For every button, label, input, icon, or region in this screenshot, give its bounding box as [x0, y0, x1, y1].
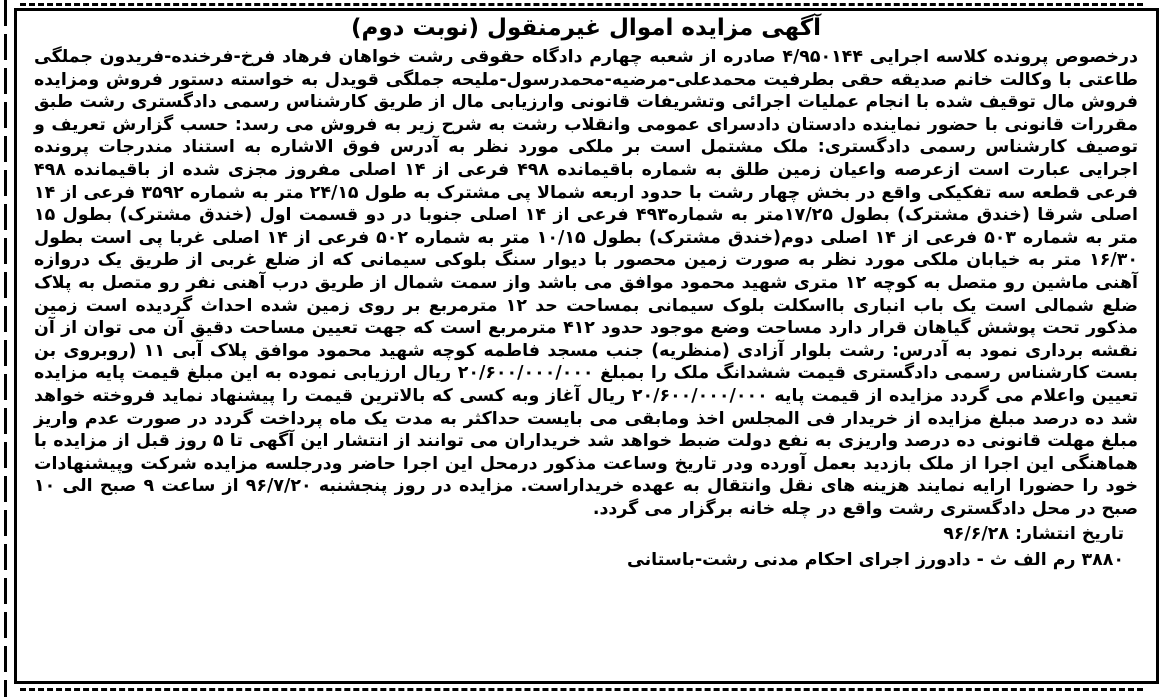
- left-dashed-rule: [4, 0, 7, 697]
- auction-notice: [34, 12, 1138, 572]
- top-dashed-border: [20, 3, 1143, 6]
- notice-signature: ۳۸۸۰ رم الف ث - دادورز اجرای احکام مدنی رشت-باستانی: [627, 550, 1124, 571]
- notice-body: درخصوص پرونده کلاسه اجرایی ۴/۹۵۰۱۴۴ صادره از شعبه چهارم دادگاه حقوقی رشت خواهان فرهاد فرخ-فرخنده-فریدون جملگی طاعتی با وکالت خانم صدیقه حقی بطرفیت محمدعلی-مرضیه-محمدرسول-ملیحه جملگی قویدل به خواسته دستور فروش ومزایده فروش مال توقیف شده با انجام عملیات اجرائی وتشریفات قانونی وارزیابی مال از طریق کارشناس رسمی دادگستری رشت طبق مقررات قانونی با حضور نماینده دادستان دادسرای عمومی وانقلاب رشت به شرح زیر به فروش می رسد: حسب گزارش تعریف و توصیف کارشناس رسمی دادگستری: ملک مشتمل است بر ملکی مورد نظر به آدرس فوق الاشاره به استناد مندرجات پرونده اجرایی عبارت است ازعرصه واعیان زمین طلق به شماره باقیمانده ۴۹۸ فرعی از ۱۴ اصلی مفروز مجزی شده از باقیمانده ۴۹۸ فرعی قطعه سه تفکیکی واقع در بخش چهار رشت با حدود اربعه شمالا پی مشترک به طول ۲۴/۱۵ متر به شماره ۳۵۹۲ فرعی از ۱۴ اصلی شرقا (خندق مشترک) بطول ۱۷/۲۵متر به شماره۴۹۳ فرعی از ۱۴ اصلی جنوبا در دو قسمت اول (خندق مشترک) بطول ۱۵ متر به شماره ۵۰۳ فرعی از ۱۴ اصلی دوم(خندق مشترک) بطول ۱۰/۱۵ متر به شماره ۵۰۲ فرعی از ۱۴ اصلی غربا پی است بطول ۱۶/۳۰ متر به خیابان ملکی مورد نظر به صورت زمین محصور با دیوار سنگ بلوکی سیمانی که از ضلع غربی از طریق یک دروازه آهنی ماشین رو متصل به کوچه ۱۲ متری شهید محمود موافق می باشد واز سمت شمال از طریق درب آهنی نفر رو متصل به پلاک ضلع شمالی است یک باب انباری بااسکلت بلوک سیمانی بمساحت حد ۱۲ مترمربع بر روی زمین شده احداث گردیده است زمین مذکور تحت پوشش گیاهان قرار دارد مساحت وضع موجود حدود ۴۱۲ مترمربع است که جهت تعیین مساحت دقیق آن می توان از آن نقشه برداری نمود به آدرس: رشت بلوار آزادی (منظریه) جنب مسجد فاطمه کوچه شهید محمود موافق پلاک آبی ۱۱ (روبروی بن بست کارشناس رسمی دادگستری قیمت ششدانگ ملک را بمبلغ ۲۰/۶۰۰/۰۰۰/۰۰۰ ریال ارزیابی نموده به این مبلغ قیمت پایه مزایده تعیین واعلام می گردد مزایده از قیمت پایه ۲۰/۶۰۰/۰۰۰/۰۰۰ ریال آغاز وبه کسی که بالاترین قیمت را پیشنهاد نماید فروخته خواهد شد ده درصد مبلغ مزایده از خریدار فی المجلس اخذ ومابقی می بایست حداکثر به مدت یک ماه پرداخت گردد در صورت عدم واریز مبلغ مهلت قانونی ده درصد واریزی به نفع دولت ضبط خواهد شد خریداران می توانند از انتشار این آگهی تا ۵ روز قبل از مزایده با هماهنگی این اجرا از ملک بازدید بعمل آورده ودر تاریخ وساعت مذکور درمحل این اجرا حاضر ودرجلسه مزایده شرکت وپیشنهادات خود را حضورا ارایه نمایند هزینه های نقل وانتقال به عهده خریداراست. مزایده در روز پنجشنبه ۹۶/۷/۲۰ از ساعت ۹ صبح الی ۱۰ صبح در محل دادگستری رشت واقع در چله خانه برگزار می گردد.: [34, 47, 1139, 519]
- bottom-dashed-border: [20, 688, 1143, 691]
- notice-title: آگهی مزایده اموال غیرمنقول (نوبت دوم): [350, 15, 822, 41]
- publication-date: تاریخ انتشار: ۹۶/۶/۲۸: [943, 524, 1124, 545]
